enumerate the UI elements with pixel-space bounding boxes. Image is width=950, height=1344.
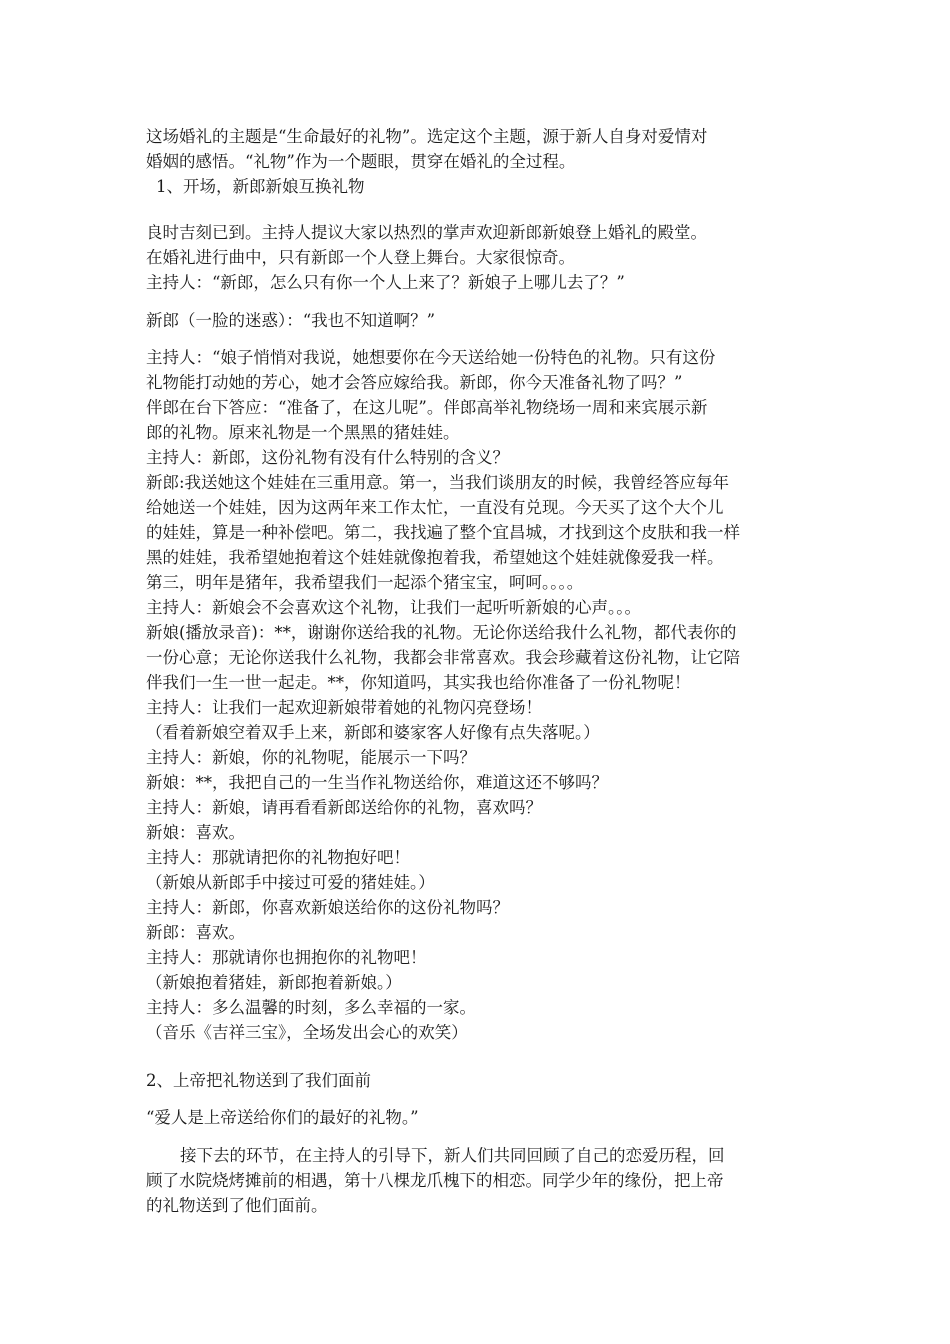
- section2-paragraph-line: 顾了水院烧烤摊前的相遇，第十八棵龙爪槐下的相恋。同学少年的缘份，把上帝: [146, 1171, 724, 1190]
- body-line: 主持人：那就请把你的礼物抱好吧！: [146, 848, 410, 867]
- section2-quote: “爱人是上帝送给你们的最好的礼物。”: [146, 1108, 419, 1127]
- body-line: 主持人：新娘，请再看看新郎送给你的礼物，喜欢吗？: [146, 798, 542, 817]
- section1-heading: 1、开场，新郎新娘互换礼物: [156, 177, 365, 196]
- body-line: 新娘：喜欢。: [146, 823, 245, 842]
- section2-paragraph-line: 接下去的环节，在主持人的引导下，新人们共同回顾了自己的恋爱历程，回: [180, 1146, 725, 1165]
- body-line: 主持人：多么温馨的时刻，多么幸福的一家。: [146, 998, 476, 1017]
- body-line: 主持人：新娘会不会喜欢这个礼物，让我们一起听听新娘的心声。。。: [146, 598, 641, 617]
- body-line: 主持人：新娘，你的礼物呢，能展示一下吗？: [146, 748, 476, 767]
- body-line: 新郎（一脸的迷惑）：“我也不知道啊？”: [146, 311, 436, 330]
- body-line: 第三，明年是猪年，我希望我们一起添个猪宝宝，呵呵。。。。: [146, 573, 584, 592]
- body-line: 伴郎在台下答应：“准备了，在这儿呢”。伴郎高举礼物绕场一周和来宾展示新: [146, 398, 708, 417]
- body-line: 黑的娃娃，我希望她抱着这个娃娃就像抱着我，希望她这个娃娃就像爱我一样。: [146, 548, 724, 567]
- body-line: （新娘从新郎手中接过可爱的猪娃娃。）: [146, 873, 435, 892]
- body-line: （看着新娘空着双手上来，新郎和婆家客人好像有点失落呢。）: [146, 723, 600, 742]
- body-line: 新娘(播放录音)：**，谢谢你送给我的礼物。无论你送给我什么礼物，都代表你的: [146, 623, 737, 642]
- body-line: 给她送一个娃娃，因为这两年来工作太忙，一直没有兑现。今天买了这个大个儿: [146, 498, 724, 517]
- body-line: 的娃娃，算是一种补偿吧。第二，我找遍了整个宜昌城，才找到这个皮肤和我一样: [146, 523, 740, 542]
- body-line: （新娘抱着猪娃，新郎抱着新娘。）: [146, 973, 402, 992]
- body-line: 伴我们一生一世一起走。**，你知道吗，其实我也给你准备了一份礼物呢！: [146, 673, 691, 692]
- body-line: （音乐《吉祥三宝》，全场发出会心的欢笑）: [146, 1023, 468, 1042]
- section2-paragraph-line: 的礼物送到了他们面前。: [146, 1196, 328, 1215]
- body-line: 新娘：**，我把自己的一生当作礼物送给你，难道这还不够吗？: [146, 773, 608, 792]
- body-line: 郎的礼物。原来礼物是一个黑黑的猪娃娃。: [146, 423, 460, 442]
- body-line: 主持人：让我们一起欢迎新娘带着她的礼物闪亮登场！: [146, 698, 542, 717]
- body-line: 新郎：喜欢。: [146, 923, 245, 942]
- body-line: 一份心意；无论你送我什么礼物，我都会非常喜欢。我会珍藏着这份礼物，让它陪: [146, 648, 740, 667]
- section2-heading: 2、上帝把礼物送到了我们面前: [146, 1071, 371, 1090]
- body-line: 主持人：新郎，这份礼物有没有什么特别的含义？: [146, 448, 509, 467]
- body-line: 主持人：“娘子悄悄对我说，她想要你在今天送给她一份特色的礼物。只有这份: [146, 348, 716, 367]
- intro-line-1: 这场婚礼的主题是“生命最好的礼物”。选定这个主题，源于新人自身对爱情对: [146, 127, 708, 146]
- intro-line-2: 婚姻的感悟。“礼物”作为一个题眼，贯穿在婚礼的全过程。: [146, 152, 576, 171]
- body-line: 新郎:我送她这个娃娃在三重用意。第一，当我们谈朋友的时候，我曾经答应每年: [146, 473, 730, 492]
- body-line: 主持人：“新郎，怎么只有你一个人上来了？新娘子上哪儿去了？”: [146, 273, 625, 292]
- body-line: 良时吉刻已到。主持人提议大家以热烈的掌声欢迎新郎新娘登上婚礼的殿堂。: [146, 223, 707, 242]
- body-line: 礼物能打动她的芳心，她才会答应嫁给我。新郎，你今天准备礼物了吗？”: [146, 373, 683, 392]
- body-line: 在婚礼进行曲中，只有新郎一个人登上舞台。大家很惊奇。: [146, 248, 575, 267]
- body-line: 主持人：那就请你也拥抱你的礼物吧！: [146, 948, 427, 967]
- body-line: 主持人：新郎，你喜欢新娘送给你的这份礼物吗？: [146, 898, 509, 917]
